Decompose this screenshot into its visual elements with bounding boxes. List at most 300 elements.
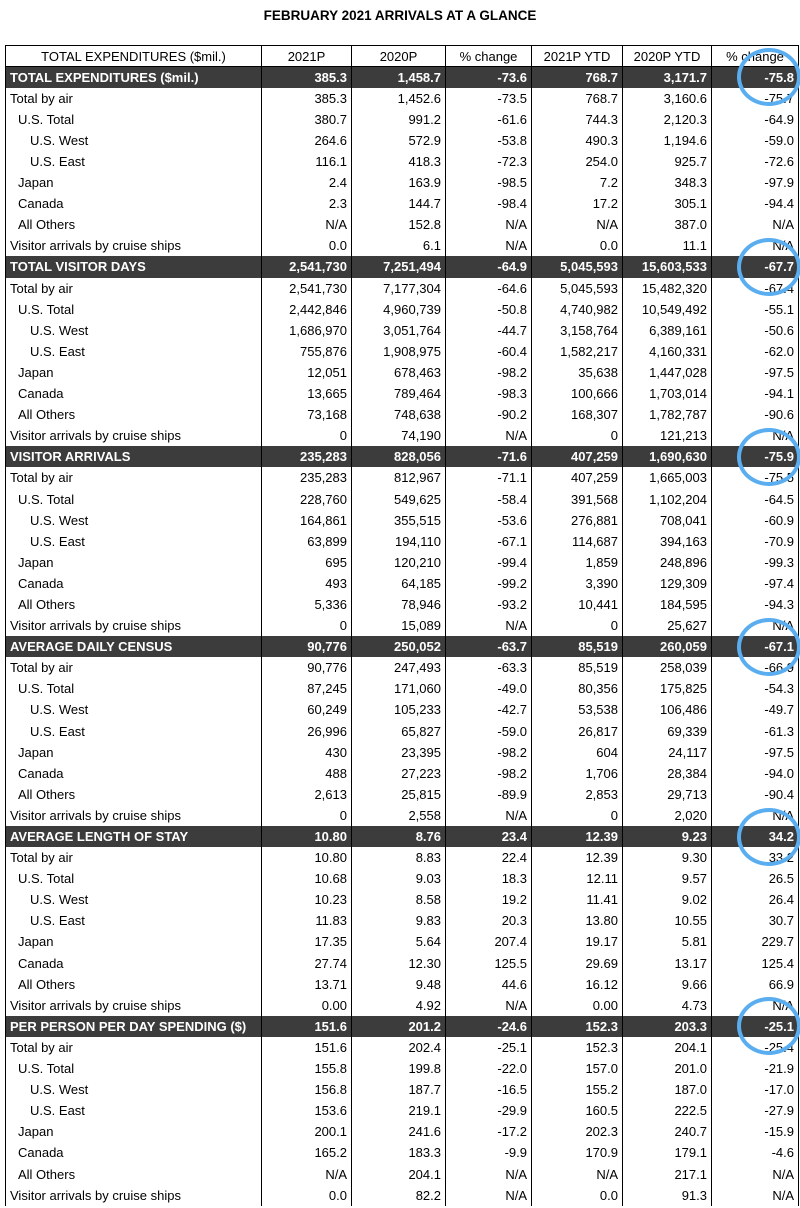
row-value: -60.9 <box>712 510 799 531</box>
row-value: -61.6 <box>446 109 532 130</box>
row-value: 2.3 <box>262 193 352 214</box>
table-row <box>6 763 799 784</box>
row-value: N/A <box>712 214 799 235</box>
row-label: Japan <box>6 172 262 193</box>
section-title: AVERAGE LENGTH OF STAY <box>6 826 262 847</box>
row-value: 125.5 <box>446 953 532 974</box>
table-row <box>6 784 799 805</box>
row-value: 254.0 <box>532 151 623 172</box>
row-value: -4.6 <box>712 1142 799 1163</box>
row-label: Visitor arrivals by cruise ships <box>6 805 262 826</box>
table-row <box>6 1163 799 1184</box>
row-value: 1,859 <box>532 552 623 573</box>
row-value: 60,249 <box>262 699 352 720</box>
row-value: 10.55 <box>623 910 712 931</box>
row-value: 22.4 <box>446 847 532 868</box>
table-row <box>6 1100 799 1121</box>
row-value: -73.5 <box>446 88 532 109</box>
row-value: 678,463 <box>352 362 446 383</box>
row-value: 8.83 <box>352 847 446 868</box>
row-value: 184,595 <box>623 594 712 615</box>
row-value: N/A <box>446 235 532 256</box>
section-value: 8.76 <box>352 826 446 847</box>
section-value: -67.1 <box>712 636 799 657</box>
row-value: 2,853 <box>532 784 623 805</box>
section-value: 15,603,533 <box>623 256 712 277</box>
row-value: 1,665,003 <box>623 467 712 488</box>
row-value: 12.39 <box>532 847 623 868</box>
row-value: 768.7 <box>532 88 623 109</box>
row-label: All Others <box>6 404 262 425</box>
row-value: 276,881 <box>532 510 623 531</box>
row-value: -99.4 <box>446 552 532 573</box>
section-value: 5,045,593 <box>532 256 623 277</box>
row-label: U.S. Total <box>6 109 262 130</box>
table-row <box>6 341 799 362</box>
row-value: 258,039 <box>623 657 712 678</box>
row-value: 187.7 <box>352 1079 446 1100</box>
row-value: -60.4 <box>446 341 532 362</box>
row-value: 240.7 <box>623 1121 712 1142</box>
row-value: 170.9 <box>532 1142 623 1163</box>
row-value: 10,549,492 <box>623 299 712 320</box>
row-value: 0 <box>262 615 352 636</box>
row-value: 152.8 <box>352 214 446 235</box>
row-value: 171,060 <box>352 678 446 699</box>
row-value: 116.1 <box>262 151 352 172</box>
row-value: 0 <box>532 425 623 446</box>
row-value: 490.3 <box>532 130 623 151</box>
row-value: 0 <box>532 615 623 636</box>
row-value: -25.4 <box>712 1037 799 1058</box>
row-value: 394,163 <box>623 531 712 552</box>
section-value: -63.7 <box>446 636 532 657</box>
table-row <box>6 404 799 425</box>
row-value: 493 <box>262 573 352 594</box>
row-label: Japan <box>6 742 262 763</box>
row-value: 23,395 <box>352 742 446 763</box>
section-value: 235,283 <box>262 446 352 467</box>
row-value: 26,817 <box>532 721 623 742</box>
row-value: 10.80 <box>262 847 352 868</box>
row-value: 163.9 <box>352 172 446 193</box>
column-header-2021p-ytd: 2021P YTD <box>532 46 623 67</box>
row-value: 4.73 <box>623 995 712 1016</box>
row-value: 25,815 <box>352 784 446 805</box>
row-value: -49.7 <box>712 699 799 720</box>
table-row <box>6 868 799 889</box>
row-value: 157.0 <box>532 1058 623 1079</box>
row-value: 4,740,982 <box>532 299 623 320</box>
row-value: 708,041 <box>623 510 712 531</box>
row-value: 29,713 <box>623 784 712 805</box>
table-row <box>6 425 799 446</box>
row-value: 9.66 <box>623 974 712 995</box>
row-value: 925.7 <box>623 151 712 172</box>
row-value: 168,307 <box>532 404 623 425</box>
row-label: All Others <box>6 594 262 615</box>
row-value: 0 <box>262 805 352 826</box>
section-value: 203.3 <box>623 1016 712 1037</box>
row-value: 26,996 <box>262 721 352 742</box>
row-value: 202.4 <box>352 1037 446 1058</box>
row-value: 7,177,304 <box>352 278 446 299</box>
section-value: -73.6 <box>446 67 532 88</box>
row-value: -22.0 <box>446 1058 532 1079</box>
row-value: -49.0 <box>446 678 532 699</box>
row-value: 5,045,593 <box>532 278 623 299</box>
section-value: -24.6 <box>446 1016 532 1037</box>
row-value: 13.80 <box>532 910 623 931</box>
row-value: N/A <box>262 214 352 235</box>
row-value: 217.1 <box>623 1163 712 1184</box>
row-label: U.S. East <box>6 151 262 172</box>
row-label: All Others <box>6 974 262 995</box>
row-value: 27.74 <box>262 953 352 974</box>
row-value: -29.9 <box>446 1100 532 1121</box>
row-value: 12.11 <box>532 868 623 889</box>
section-value: 828,056 <box>352 446 446 467</box>
row-label: U.S. Total <box>6 1058 262 1079</box>
row-value: 695 <box>262 552 352 573</box>
row-value: N/A <box>712 235 799 256</box>
table-row <box>6 531 799 552</box>
row-value: 0 <box>532 805 623 826</box>
row-value: 11.41 <box>532 889 623 910</box>
row-value: 20.3 <box>446 910 532 931</box>
row-label: Japan <box>6 1121 262 1142</box>
table-row <box>6 299 799 320</box>
section-title: AVERAGE DAILY CENSUS <box>6 636 262 657</box>
row-value: 812,967 <box>352 467 446 488</box>
row-value: 63,899 <box>262 531 352 552</box>
table-row <box>6 1142 799 1163</box>
row-value: -63.3 <box>446 657 532 678</box>
row-value: 2.4 <box>262 172 352 193</box>
table-row <box>6 1121 799 1142</box>
row-value: 6,389,161 <box>623 320 712 341</box>
row-value: 19.17 <box>532 931 623 952</box>
row-value: 25,627 <box>623 615 712 636</box>
row-value: 1,194.6 <box>623 130 712 151</box>
row-value: -70.9 <box>712 531 799 552</box>
row-value: 85,519 <box>532 657 623 678</box>
row-label: U.S. Total <box>6 678 262 699</box>
section-header-row <box>6 636 799 657</box>
row-value: -67.4 <box>712 278 799 299</box>
table-row <box>6 805 799 826</box>
column-header-label: TOTAL EXPENDITURES ($mil.) <box>6 46 262 67</box>
row-value: 247,493 <box>352 657 446 678</box>
row-label: Total by air <box>6 657 262 678</box>
row-value: 114,687 <box>532 531 623 552</box>
row-value: -25.1 <box>446 1037 532 1058</box>
row-value: 5.64 <box>352 931 446 952</box>
row-label: U.S. West <box>6 889 262 910</box>
section-value: 1,458.7 <box>352 67 446 88</box>
section-value: 260,059 <box>623 636 712 657</box>
column-header-row <box>6 46 799 67</box>
row-label: U.S. Total <box>6 868 262 889</box>
row-value: 12.30 <box>352 953 446 974</box>
row-value: 24,117 <box>623 742 712 763</box>
row-label: U.S. East <box>6 531 262 552</box>
page-title: FEBRUARY 2021 ARRIVALS AT A GLANCE <box>263 8 537 23</box>
row-value: 229.7 <box>712 931 799 952</box>
row-value: 9.83 <box>352 910 446 931</box>
row-value: 19.2 <box>446 889 532 910</box>
row-value: -66.9 <box>712 657 799 678</box>
section-value: -67.7 <box>712 256 799 277</box>
row-value: -75.5 <box>712 467 799 488</box>
row-value: 748,638 <box>352 404 446 425</box>
row-value: 26.4 <box>712 889 799 910</box>
row-label: U.S. East <box>6 341 262 362</box>
row-value: 164,861 <box>262 510 352 531</box>
table-body <box>6 46 799 1206</box>
table-row <box>6 594 799 615</box>
row-value: 1,706 <box>532 763 623 784</box>
column-header-2020p: 2020P <box>352 46 446 67</box>
table-row <box>6 699 799 720</box>
table-row <box>6 889 799 910</box>
row-value: -59.0 <box>712 130 799 151</box>
row-value: -98.5 <box>446 172 532 193</box>
row-value: -59.0 <box>446 721 532 742</box>
row-value: 248,896 <box>623 552 712 573</box>
row-value: 78,946 <box>352 594 446 615</box>
row-label: Canada <box>6 573 262 594</box>
row-value: 6.1 <box>352 235 446 256</box>
row-value: 44.6 <box>446 974 532 995</box>
row-value: 0.00 <box>262 995 352 1016</box>
table-row <box>6 214 799 235</box>
row-label: Visitor arrivals by cruise ships <box>6 995 262 1016</box>
row-value: 165.2 <box>262 1142 352 1163</box>
row-value: N/A <box>712 1185 799 1206</box>
column-header-ytd-pct-change: % change <box>712 46 799 67</box>
row-value: -21.9 <box>712 1058 799 1079</box>
row-value: 30.7 <box>712 910 799 931</box>
row-value: 202.3 <box>532 1121 623 1142</box>
row-value: 1,703,014 <box>623 383 712 404</box>
row-value: 16.12 <box>532 974 623 995</box>
row-value: 755,876 <box>262 341 352 362</box>
row-value: 90,776 <box>262 657 352 678</box>
row-value: 8.58 <box>352 889 446 910</box>
section-value: -71.6 <box>446 446 532 467</box>
section-value: 7,251,494 <box>352 256 446 277</box>
row-value: 152.3 <box>532 1037 623 1058</box>
row-value: N/A <box>532 1163 623 1184</box>
row-value: 348.3 <box>623 172 712 193</box>
row-value: -50.8 <box>446 299 532 320</box>
row-value: 0.00 <box>532 995 623 1016</box>
row-value: -27.9 <box>712 1100 799 1121</box>
row-value: 9.57 <box>623 868 712 889</box>
row-value: 4,960,739 <box>352 299 446 320</box>
row-value: 7.2 <box>532 172 623 193</box>
row-value: -99.2 <box>446 573 532 594</box>
row-value: 2,020 <box>623 805 712 826</box>
row-value: -50.6 <box>712 320 799 341</box>
row-value: 120,210 <box>352 552 446 573</box>
section-value: 407,259 <box>532 446 623 467</box>
row-value: 3,160.6 <box>623 88 712 109</box>
row-value: 228,760 <box>262 488 352 509</box>
row-value: 204.1 <box>623 1037 712 1058</box>
row-value: 9.48 <box>352 974 446 995</box>
section-value: -64.9 <box>446 256 532 277</box>
row-label: Canada <box>6 763 262 784</box>
table-row <box>6 488 799 509</box>
row-value: 27,223 <box>352 763 446 784</box>
row-value: 13,665 <box>262 383 352 404</box>
section-header-row <box>6 256 799 277</box>
row-value: 33.2 <box>712 847 799 868</box>
table-row <box>6 151 799 172</box>
row-value: 1,447,028 <box>623 362 712 383</box>
section-value: 2,541,730 <box>262 256 352 277</box>
row-value: -54.3 <box>712 678 799 699</box>
row-value: -98.2 <box>446 742 532 763</box>
row-value: -90.4 <box>712 784 799 805</box>
row-value: 179.1 <box>623 1142 712 1163</box>
section-value: 34.2 <box>712 826 799 847</box>
row-value: -72.6 <box>712 151 799 172</box>
row-value: 100,666 <box>532 383 623 404</box>
row-label: U.S. East <box>6 1100 262 1121</box>
table-row <box>6 678 799 699</box>
row-value: 144.7 <box>352 193 446 214</box>
row-value: -58.4 <box>446 488 532 509</box>
row-value: 74,190 <box>352 425 446 446</box>
row-label: Total by air <box>6 847 262 868</box>
row-value: 241.6 <box>352 1121 446 1142</box>
row-label: U.S. West <box>6 320 262 341</box>
row-value: 385.3 <box>262 88 352 109</box>
row-value: 106,486 <box>623 699 712 720</box>
row-value: 91.3 <box>623 1185 712 1206</box>
row-value: 66.9 <box>712 974 799 995</box>
row-label: Visitor arrivals by cruise ships <box>6 235 262 256</box>
row-label: All Others <box>6 214 262 235</box>
row-value: 488 <box>262 763 352 784</box>
row-value: N/A <box>446 1163 532 1184</box>
section-value: -25.1 <box>712 1016 799 1037</box>
row-value: 207.4 <box>446 931 532 952</box>
row-label: U.S. Total <box>6 488 262 509</box>
row-value: 73,168 <box>262 404 352 425</box>
table-row <box>6 1185 799 1206</box>
row-value: 18.3 <box>446 868 532 889</box>
table-row <box>6 742 799 763</box>
row-value: 387.0 <box>623 214 712 235</box>
row-value: -61.3 <box>712 721 799 742</box>
row-value: 3,390 <box>532 573 623 594</box>
row-value: 199.8 <box>352 1058 446 1079</box>
row-value: -94.3 <box>712 594 799 615</box>
row-value: -16.5 <box>446 1079 532 1100</box>
row-value: 29.69 <box>532 953 623 974</box>
row-value: 0.0 <box>532 1185 623 1206</box>
row-value: -64.6 <box>446 278 532 299</box>
row-value: -17.0 <box>712 1079 799 1100</box>
row-value: 1,102,204 <box>623 488 712 509</box>
row-value: -98.4 <box>446 193 532 214</box>
section-value: 768.7 <box>532 67 623 88</box>
row-value: N/A <box>712 805 799 826</box>
row-value: 5.81 <box>623 931 712 952</box>
row-value: -97.9 <box>712 172 799 193</box>
row-value: 2,541,730 <box>262 278 352 299</box>
row-value: 17.35 <box>262 931 352 952</box>
section-value: 3,171.7 <box>623 67 712 88</box>
table-row <box>6 931 799 952</box>
row-value: 82.2 <box>352 1185 446 1206</box>
table-row <box>6 615 799 636</box>
row-value: 2,613 <box>262 784 352 805</box>
row-value: 380.7 <box>262 109 352 130</box>
row-value: N/A <box>712 615 799 636</box>
row-value: 219.1 <box>352 1100 446 1121</box>
row-value: N/A <box>446 1185 532 1206</box>
row-value: -98.2 <box>446 763 532 784</box>
row-value: N/A <box>446 615 532 636</box>
table-row <box>6 278 799 299</box>
table-row <box>6 910 799 931</box>
row-value: 105,233 <box>352 699 446 720</box>
row-value: 391,568 <box>532 488 623 509</box>
section-value: 12.39 <box>532 826 623 847</box>
row-value: 4,160,331 <box>623 341 712 362</box>
section-header-row <box>6 1016 799 1037</box>
row-value: N/A <box>262 1163 352 1184</box>
row-value: -62.0 <box>712 341 799 362</box>
section-title: VISITOR ARRIVALS <box>6 446 262 467</box>
row-value: -94.1 <box>712 383 799 404</box>
row-value: 65,827 <box>352 721 446 742</box>
row-value: 3,051,764 <box>352 320 446 341</box>
row-value: -53.8 <box>446 130 532 151</box>
row-value: N/A <box>446 805 532 826</box>
row-value: 2,120.3 <box>623 109 712 130</box>
row-value: 156.8 <box>262 1079 352 1100</box>
row-value: 744.3 <box>532 109 623 130</box>
table-row <box>6 1079 799 1100</box>
row-label: U.S. West <box>6 1079 262 1100</box>
row-value: -94.0 <box>712 763 799 784</box>
row-label: U.S. West <box>6 699 262 720</box>
row-value: -17.2 <box>446 1121 532 1142</box>
row-value: N/A <box>712 425 799 446</box>
table-row <box>6 320 799 341</box>
table-row <box>6 88 799 109</box>
row-value: 13.17 <box>623 953 712 974</box>
row-value: 201.0 <box>623 1058 712 1079</box>
row-value: -42.7 <box>446 699 532 720</box>
row-value: 204.1 <box>352 1163 446 1184</box>
row-value: N/A <box>446 995 532 1016</box>
table-row <box>6 467 799 488</box>
row-label: U.S. East <box>6 910 262 931</box>
row-value: 175,825 <box>623 678 712 699</box>
row-value: -97.5 <box>712 362 799 383</box>
table-row <box>6 235 799 256</box>
row-value: -9.9 <box>446 1142 532 1163</box>
table-row <box>6 510 799 531</box>
row-value: 121,213 <box>623 425 712 446</box>
